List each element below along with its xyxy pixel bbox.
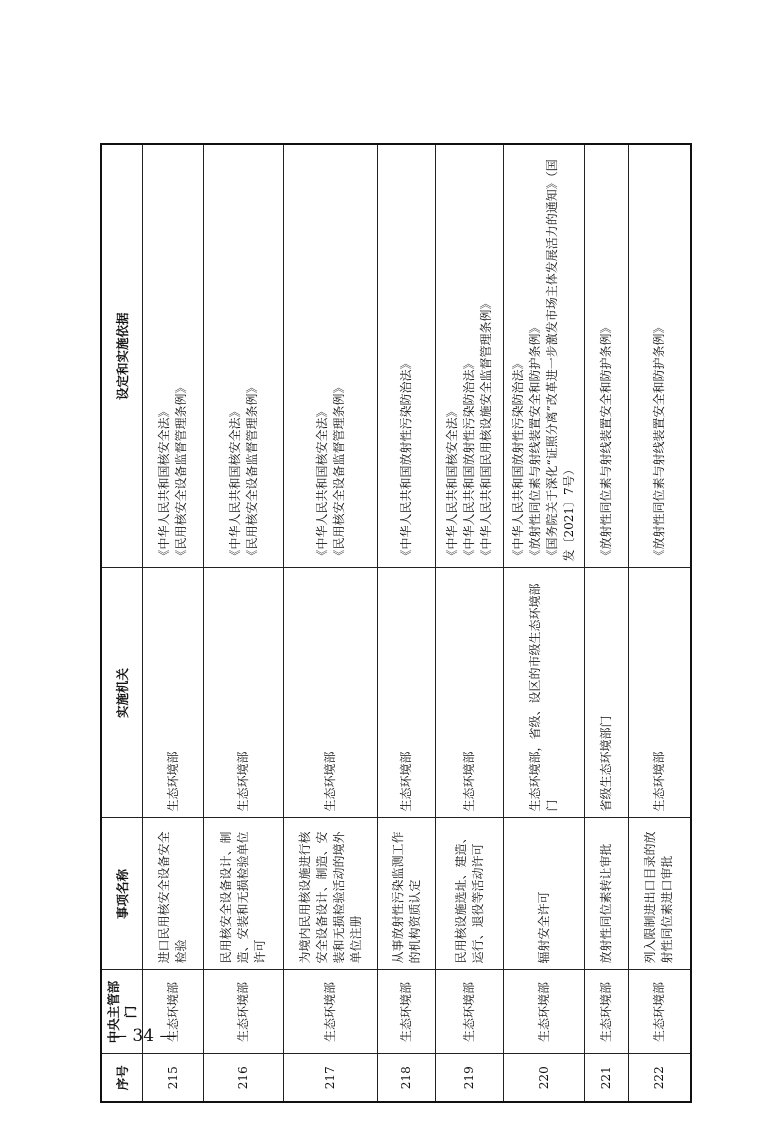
table-row (585, 144, 629, 1102)
cell-department: 生态环境部 (629, 970, 691, 1054)
basis-line: 《中华人民共和国放射性污染防治法》 (511, 357, 525, 562)
table-row (629, 144, 691, 1102)
cell-basis (143, 144, 204, 568)
table-row (143, 144, 204, 1102)
table-row (378, 144, 436, 1102)
cell-seq: 220 (504, 1054, 585, 1102)
basis-line: 《中华人民共和国放射性污染防治法》 (462, 357, 476, 562)
table-row (204, 144, 284, 1102)
basis-line: 《中华人民共和国核安全法》 (445, 405, 459, 562)
cell-department: 生态环境部 (585, 970, 629, 1054)
cell-item: 民用核安全设备设计、制造、安装和无损检验单位许可 (204, 818, 284, 970)
cell-agency: 生态环境部 (436, 568, 504, 818)
cell-seq: 215 (143, 1054, 204, 1102)
table-header-row (101, 144, 143, 1102)
cell-agency: 生态环境部 (629, 568, 691, 818)
cell-basis (204, 144, 284, 568)
cell-agency: 生态环境部 (204, 568, 284, 818)
cell-basis (585, 144, 629, 568)
basis-line: 《中华人民共和国放射性污染防治法》 (399, 357, 413, 562)
table-row (284, 144, 378, 1102)
basis-line: 《中华人民共和国核安全法》 (314, 405, 329, 562)
basis-line: 《中华人民共和国核安全法》 (227, 405, 242, 562)
page-number: — 34 — (110, 1026, 177, 1046)
basis-line: 《中华人民共和国核安全法》 (157, 405, 171, 562)
cell-item: 放射性同位素转让审批 (585, 818, 629, 970)
header-seq: 序号 (101, 1054, 143, 1102)
cell-seq: 219 (436, 1054, 504, 1102)
table-row (436, 144, 504, 1102)
cell-item: 辐射安全许可 (504, 818, 585, 970)
rotated-table-frame (100, 145, 682, 1103)
basis-line: 《中华人民共和国民用核设施安全监督管理条例》 (479, 297, 493, 562)
cell-item: 为境内民用核设施进行核安全设备设计、制造、安装和无损检验活动的境外单位注册 (284, 818, 378, 970)
cell-basis (378, 144, 436, 568)
header-item: 事项名称 (101, 818, 143, 970)
basis-line: 《放射性同位素与射线装置安全和防护条例》 (651, 321, 666, 562)
cell-basis (284, 144, 378, 568)
table-row (504, 144, 585, 1102)
cell-basis (436, 144, 504, 568)
cell-department: 生态环境部 (504, 970, 585, 1054)
cell-seq: 221 (585, 1054, 629, 1102)
cell-agency: 生态环境部 (284, 568, 378, 818)
cell-agency: 生态环境部，省级、设区的市级生态环境部门 (504, 568, 585, 818)
items-table (100, 143, 692, 1103)
cell-department: 生态环境部 (143, 970, 204, 1054)
basis-line: 《国务院关于深化“证照分离”改革进一步激发市场主体发展活力的通知》（国发〔2021〕7号） (545, 159, 576, 562)
cell-seq: 218 (378, 1054, 436, 1102)
cell-department: 生态环境部 (436, 970, 504, 1054)
cell-agency: 生态环境部 (378, 568, 436, 818)
basis-line: 《民用核安全设备监督管理条例》 (331, 381, 346, 562)
cell-seq: 217 (284, 1054, 378, 1102)
cell-seq: 216 (204, 1054, 284, 1102)
cell-item: 进口民用核安全设备安全检验 (143, 818, 204, 970)
cell-basis (629, 144, 691, 568)
basis-line: 《民用核安全设备监督管理条例》 (174, 381, 188, 562)
basis-line: 《民用核安全设备监督管理条例》 (244, 381, 259, 562)
basis-line: 《放射性同位素与射线装置安全和防护条例》 (599, 321, 613, 562)
cell-department: 生态环境部 (378, 970, 436, 1054)
cell-item: 列入限制进出口目录的放射性同位素进口审批 (629, 818, 691, 970)
cell-agency: 省级生态环境部门 (585, 568, 629, 818)
header-department: 中央主管部门 (101, 970, 143, 1054)
basis-line: 《放射性同位素与射线装置安全和防护条例》 (528, 321, 542, 562)
cell-item: 从事放射性污染监测工作的机构资质认定 (378, 818, 436, 970)
cell-department: 生态环境部 (284, 970, 378, 1054)
rotated-table-area (100, 145, 781, 1103)
header-basis: 设定和实施依据 (101, 144, 143, 568)
cell-seq: 222 (629, 1054, 691, 1102)
cell-agency: 生态环境部 (143, 568, 204, 818)
header-agency: 实施机关 (101, 568, 143, 818)
cell-department: 生态环境部 (204, 970, 284, 1054)
cell-basis (504, 144, 585, 568)
cell-item: 民用核设施选址、建造、运行、退役等活动许可 (436, 818, 504, 970)
